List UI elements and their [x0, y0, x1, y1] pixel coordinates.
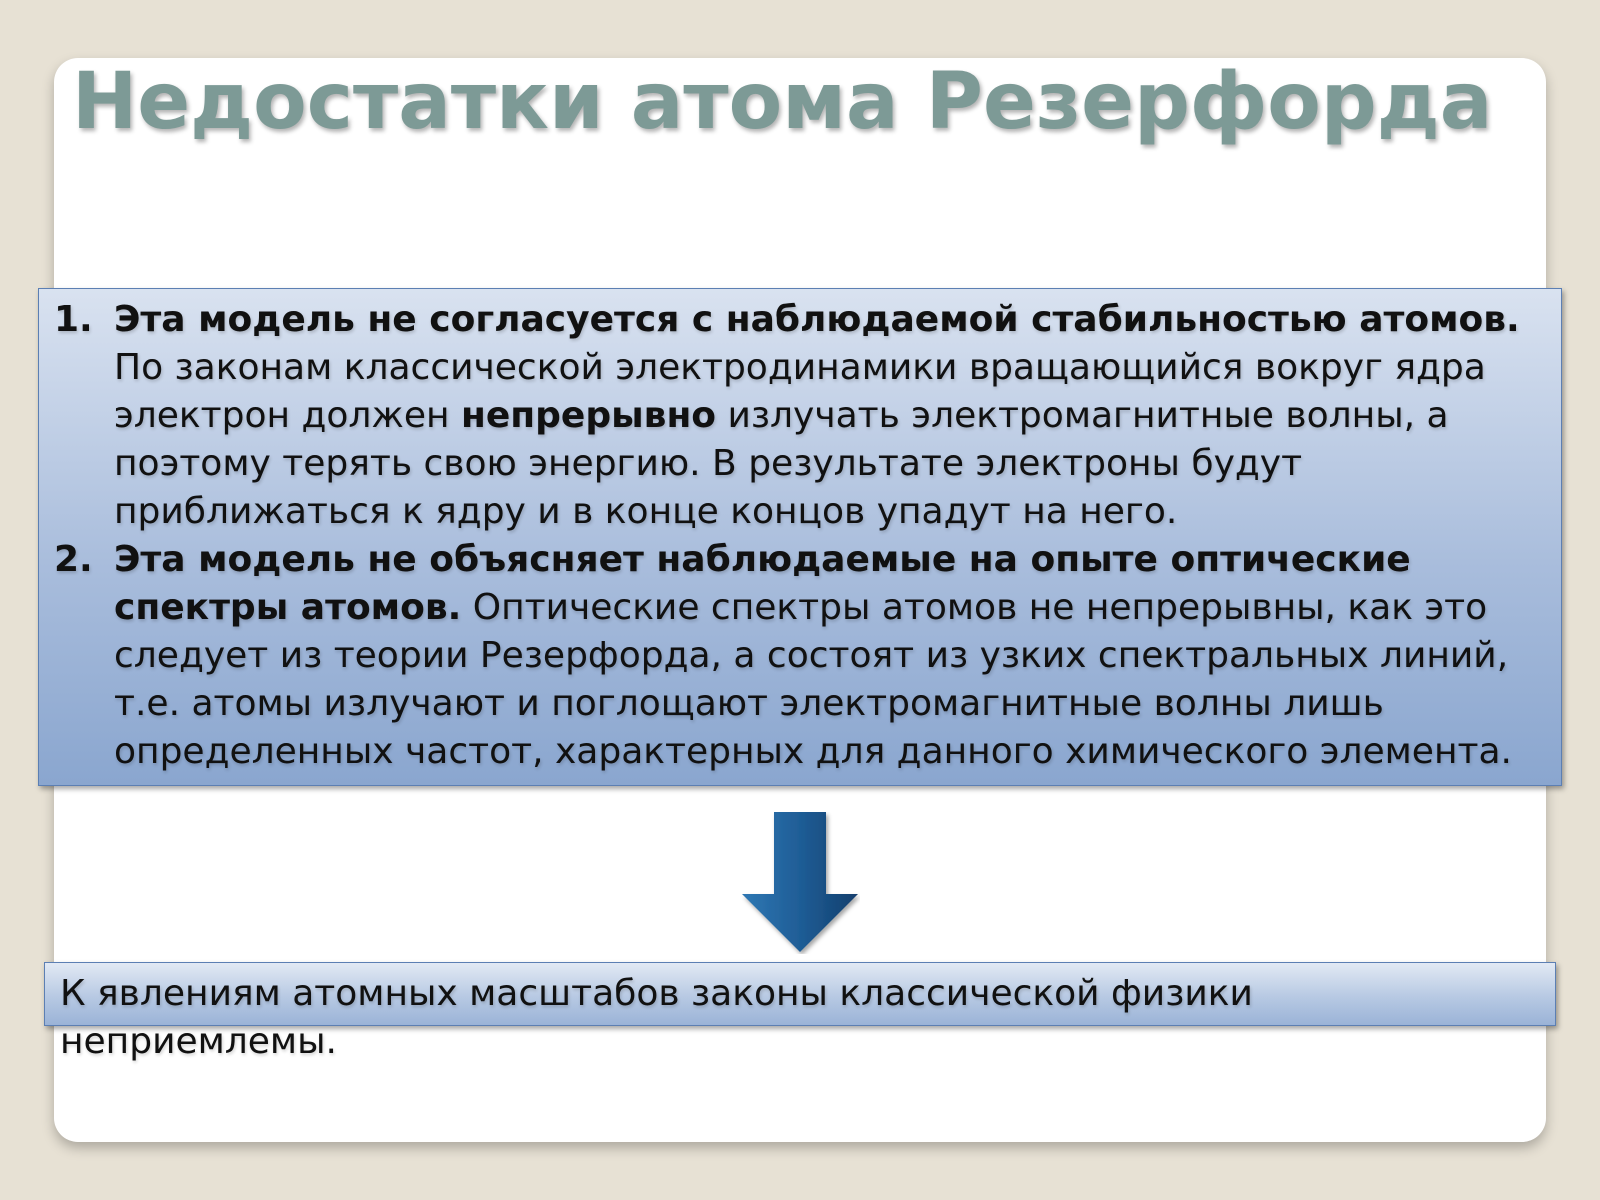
point-text: По законам классической электродинамики вращающийся вокруг ядра электрон должен — [114, 347, 1486, 436]
point-number: 2. — [54, 539, 93, 580]
point-item — [54, 296, 1574, 536]
point-emphasis: непрерывно — [460, 395, 717, 436]
point-lead: Эта модель не объясняет наблюдаемые на опыте оптические спектры атомов. — [114, 539, 1411, 628]
point-lead: Эта модель не согласуется с наблюдаемой стабильностью атомов. — [114, 299, 1520, 340]
conclusion-text: К явлениям атомных масштабов законы классической физики неприемлемы. — [60, 973, 1253, 1062]
point-text: излучать электромагнитные волны, а поэтому терять свою энергию. В результате электроны будут приближаться к ядру и в конце концов упадут на него. — [114, 395, 1449, 532]
points-list — [54, 296, 1574, 776]
slide-title: Недостатки атома Резерфорда — [72, 57, 1493, 147]
point-text: Оптические спектры атомов не непрерывны, как это следует из теории Резерфорда, а состоят из узких спектральных линий, т.е. атомы излучают и поглощают электромагнитные волны лишь определенных частот, характерных для данного химического элемента. — [114, 587, 1512, 772]
point-number: 1. — [54, 299, 93, 340]
down-arrow-icon — [740, 812, 860, 954]
point-item — [54, 536, 1574, 776]
